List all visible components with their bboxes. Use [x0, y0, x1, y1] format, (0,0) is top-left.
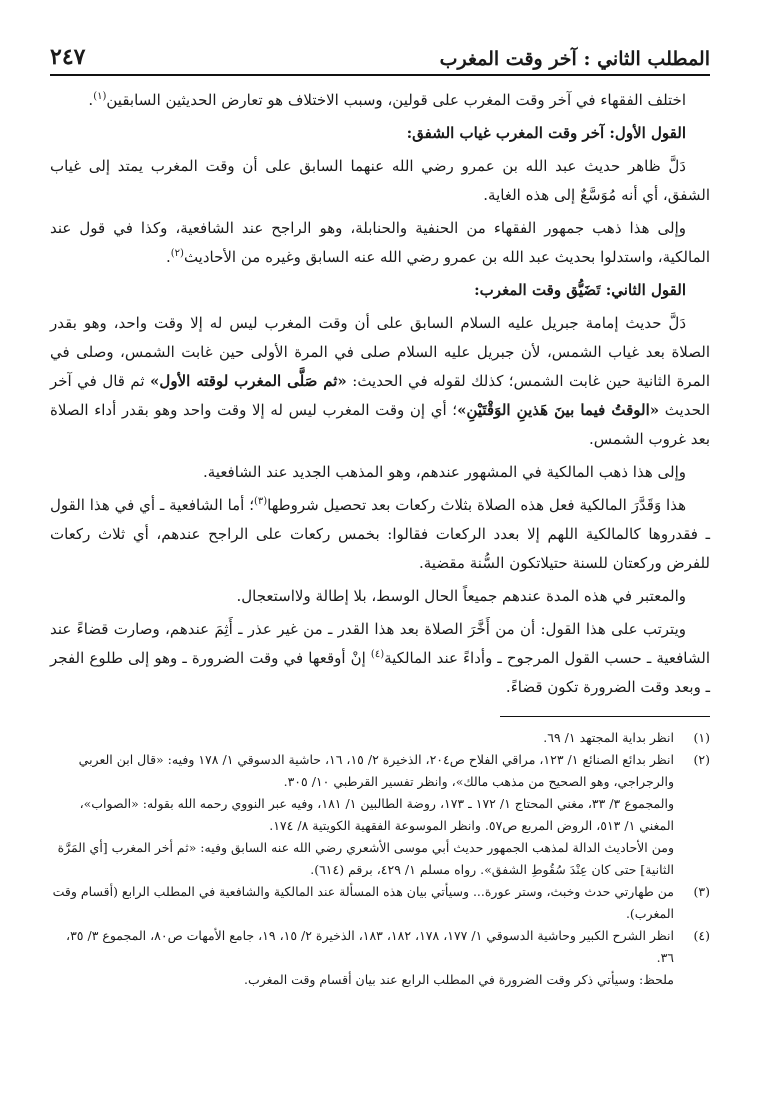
header-title: المطلب الثاني : آخر وقت المغرب: [439, 48, 710, 70]
footnote-ref-2[interactable]: (٢): [170, 248, 184, 259]
footnote-ref-3[interactable]: (٣): [253, 496, 268, 507]
page: [50, 40, 710, 1073]
section-heading-first-opinion: القول الأول: آخر وقت المغرب غياب الشفق:: [406, 124, 686, 142]
section-heading-second-opinion: القول الثاني: تَضَيُّق وقت المغرب:: [474, 281, 686, 299]
hadith-quote-1: «ثم صَلَّى المغرب لوقته الأول»: [150, 372, 347, 390]
paragraph-second-followers: وإلى هذا ذهب المالكية في المشهور عندهم، وهو المذهب الجديد عند الشافعية.: [202, 463, 686, 481]
paragraph-first-followers: وإلى هذا ذهب جمهور الفقهاء من الحنفية والحنابلة، وهو الراجح عند الشافعية، وكذا في قول عند المالكية، واستدلوا بحديث عبد الله بن عمرو رضي الله عنه السابق وغيره من الأحاديث$^{(٢)}$.: [50, 219, 710, 266]
main-text: [50, 86, 710, 702]
footnotes: [50, 727, 710, 991]
footnote-number: (٢): [693, 752, 710, 767]
footnote: [50, 881, 710, 925]
paragraph-criterion: والمعتبر في هذه المدة عندهم جميعاً الحال الوسط، بلا إطالة ولااستعجال.: [236, 587, 686, 605]
footnote-text: والمجموع ٣/ ٣٣، مغني المحتاج ١/ ١٧٢ ـ ١٧٣، روضة الطالبين ١/ ١٨١، وفيه عبر النووي رحمه الله بقوله: «الصواب»، المغني ١/ ٥١٣، الروض المربع ص٥٧. وانظر الموسوعة الفقهية الكويتية ٨/ ١٧٤.: [79, 796, 674, 833]
footnote-ref-1[interactable]: (١): [93, 91, 107, 102]
paragraph-second-evidence: دَلَّ حديث إمامة جبريل عليه السلام السابق على أن وقت المغرب ليس له إلا وقت واحد، وهو بقدر الصلاة بعد غياب الشمس، لأن جبريل عليه السلام صلى في المرة الأولى حين غابت الشمس، وصلى في المرة الثانية حين غابت الشمس؛ كذلك لقوله في الحديث: «ثم صَلَّى المغرب لوقته الأول» ثم قال في آخر الحديث «الوقتُ فيما بينَ هَذينِ الوَقْتَيْنِ»؛ أي إن وقت المغرب ليس له إلا وقت واحد وهو بقدر أداء الصلاة بعد غروب الشمس.: [50, 314, 710, 448]
footnote-text: انظر بدائع الصنائع ١/ ١٢٣، مراقي الفلاح ص٢٠٤، الذخيرة ٢/ ١٥، ١٦، حاشية الدسوقي ١/ ١٧٨ وفيه: «قال ابن العربي والرجراجي، وهو الصحيح من مذهب مالك»، وانظر تفسير القرطبي ١٠/ ٣٠٥.: [78, 752, 674, 789]
footnote-ref-4[interactable]: (٤): [370, 649, 385, 660]
footnote-note: ملحظ: وسيأتي ذكر وقت الضرورة في المطلب الرابع عند بيان أقسام وقت المغرب.: [244, 972, 674, 987]
footnote-text: ومن الأحاديث الدالة لمذهب الجمهور حديث أبي موسى الأشعري رضي الله عنه السابق وفيه: «ثم أخر المغرب [أي المَرَّة الثانية] حتى كان عِنْدَ سُقُوطِ الشفق». رواه مسلم ١/ ٤٢٩، برقم (٦١٤).: [57, 840, 674, 877]
footnote: [50, 925, 710, 991]
paragraph-first-evidence: دَلَّ ظاهر حديث عبد الله بن عمرو رضي الله عنهما السابق على أن وقت المغرب يمتد إلى غياب الشفق، أي أنه مُوَسَّعٌ إلى هذه الغاية.: [50, 157, 710, 204]
page-number: ٢٤٧: [50, 44, 86, 70]
footnote: [50, 749, 710, 881]
paragraph-intro: اختلف الفقهاء في آخر وقت المغرب على قولين، وسبب الاختلاف هو تعارض الحديثين السابقين$^{(١)}$.: [88, 91, 686, 109]
running-header: [50, 40, 710, 76]
footnote-number: (٤): [693, 928, 710, 943]
footnote-number: (١): [693, 730, 710, 745]
paragraph-consequence: ويترتب على هذا القول: أن من أَخَّرَ الصلاة بعد هذا القدر ـ من غير عذر ـ أَثِمَ عندهم، وصارت قضاءً عند الشافعية ـ حسب القول المرجوح ـ وأداءً عند المالكية$^{(٤)}$ إنْ أوقعها في وقت الضرورة ـ وهو إلى طلوع الفجر ـ وبعد وقت الضرورة تكون قضاءً.: [50, 620, 710, 696]
paragraph-estimation: هذا وَقَدَّرَ المالكية فعل هذه الصلاة بثلاث ركعات بعد تحصيل شروطها$^{(٣)}$؛ أما الشافعية ـ أي في هذا القول ـ فقدروها كالمالكية اللهم إلا بعدد الركعات فقالوا: بخمس ركعات على الراجح عندهم، أي ثلاث ركعات للفرض وركعتان للسنة حتيلاتكون السُّنة مقضية.: [50, 496, 710, 572]
footnote-text: انظر بداية المجتهد ١/ ٦٩.: [543, 730, 674, 745]
hadith-quote-2: «الوقتُ فيما بينَ هَذينِ الوَقْتَيْنِ»: [457, 401, 660, 419]
footnote: [50, 727, 710, 749]
footnote-text: من طهارتي حدث وخبث، وستر عورة... وسيأتي بيان هذه المسألة عند المالكية والشافعية في المطلب الرابع (أقسام وقت المغرب).: [52, 884, 674, 921]
footnote-number: (٣): [693, 884, 710, 899]
footnote-separator: [500, 716, 710, 717]
footnote-text: انظر الشرح الكبير وحاشية الدسوقي ١/ ١٧٧، ١٧٨، ١٨٢، ١٨٣، الذخيرة ٢/ ١٥، ١٩، جامع الأمهات ص٨٠، المجموع ٣/ ٣٥، ٣٦.: [66, 928, 674, 965]
